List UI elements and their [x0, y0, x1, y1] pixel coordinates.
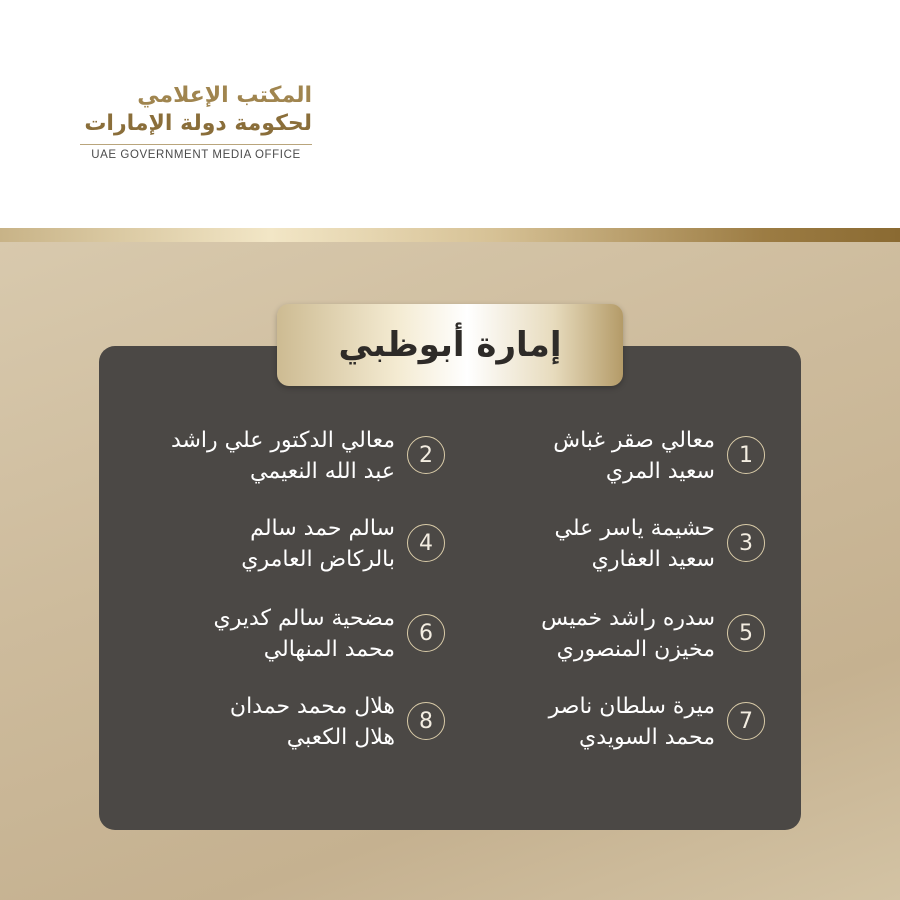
entry-name-line2: سعيد المري: [605, 459, 715, 484]
entry-name-line2: بالركاض العامري: [241, 547, 395, 572]
entry-name: [125, 603, 395, 665]
entry-name-line1: سالم حمد سالم: [250, 516, 395, 541]
entry-number-badge: 2: [407, 436, 445, 474]
entry-number-badge: 1: [727, 436, 765, 474]
list-item: [445, 425, 765, 495]
entry-name-line2: مخيزن المنصوري: [556, 637, 715, 662]
logo-arabic-line2: لحكومة دولة الإمارات: [84, 111, 312, 136]
entry-name: [445, 691, 715, 753]
list-item: [125, 513, 445, 583]
entry-name-line1: سدره راشد خميس: [541, 606, 715, 631]
entry-number-badge: 6: [407, 614, 445, 652]
title-banner: [277, 304, 623, 386]
entry-name-line2: محمد السويدي: [579, 725, 715, 750]
logo-english: UAE GOVERNMENT MEDIA OFFICE: [80, 144, 312, 161]
logo-arabic-line1: المكتب الإعلامي: [137, 83, 312, 108]
header: [0, 0, 900, 228]
media-office-logo: [80, 82, 312, 161]
entry-name-line1: معالي الدكتور علي راشد: [170, 428, 395, 453]
list-item: [125, 691, 445, 761]
entry-number-badge: 8: [407, 702, 445, 740]
entry-name-line1: معالي صقر غباش: [553, 428, 715, 453]
entry-name-line1: حشيمة ياسر علي: [554, 516, 715, 541]
gold-divider-band: [0, 228, 900, 242]
list-item: [445, 603, 765, 673]
list-item: [125, 603, 445, 673]
entry-name-line2: هلال الكعبي: [286, 725, 395, 750]
entry-name: [125, 513, 395, 575]
entry-name-line2: عبد الله النعيمي: [250, 459, 395, 484]
list-item: [125, 425, 445, 495]
entry-name: [125, 691, 395, 753]
emirate-title: إمارة أبوظبي: [338, 325, 562, 365]
entry-number-badge: 7: [727, 702, 765, 740]
list-item: [445, 691, 765, 761]
entry-number-badge: 4: [407, 524, 445, 562]
entry-number-badge: 5: [727, 614, 765, 652]
entry-name-line2: محمد المنهالي: [263, 637, 395, 662]
entry-name: [445, 425, 715, 487]
entry-name-line2: سعيد العفاري: [591, 547, 715, 572]
entry-name: [125, 425, 395, 487]
entry-name-line1: ميرة سلطان ناصر: [548, 694, 715, 719]
entry-name-line1: مضحية سالم كديري: [213, 606, 395, 631]
list-item: [445, 513, 765, 583]
entry-name-line1: هلال محمد حمدان: [229, 694, 395, 719]
entry-name: [445, 603, 715, 665]
entry-number-badge: 3: [727, 524, 765, 562]
entry-name: [445, 513, 715, 575]
